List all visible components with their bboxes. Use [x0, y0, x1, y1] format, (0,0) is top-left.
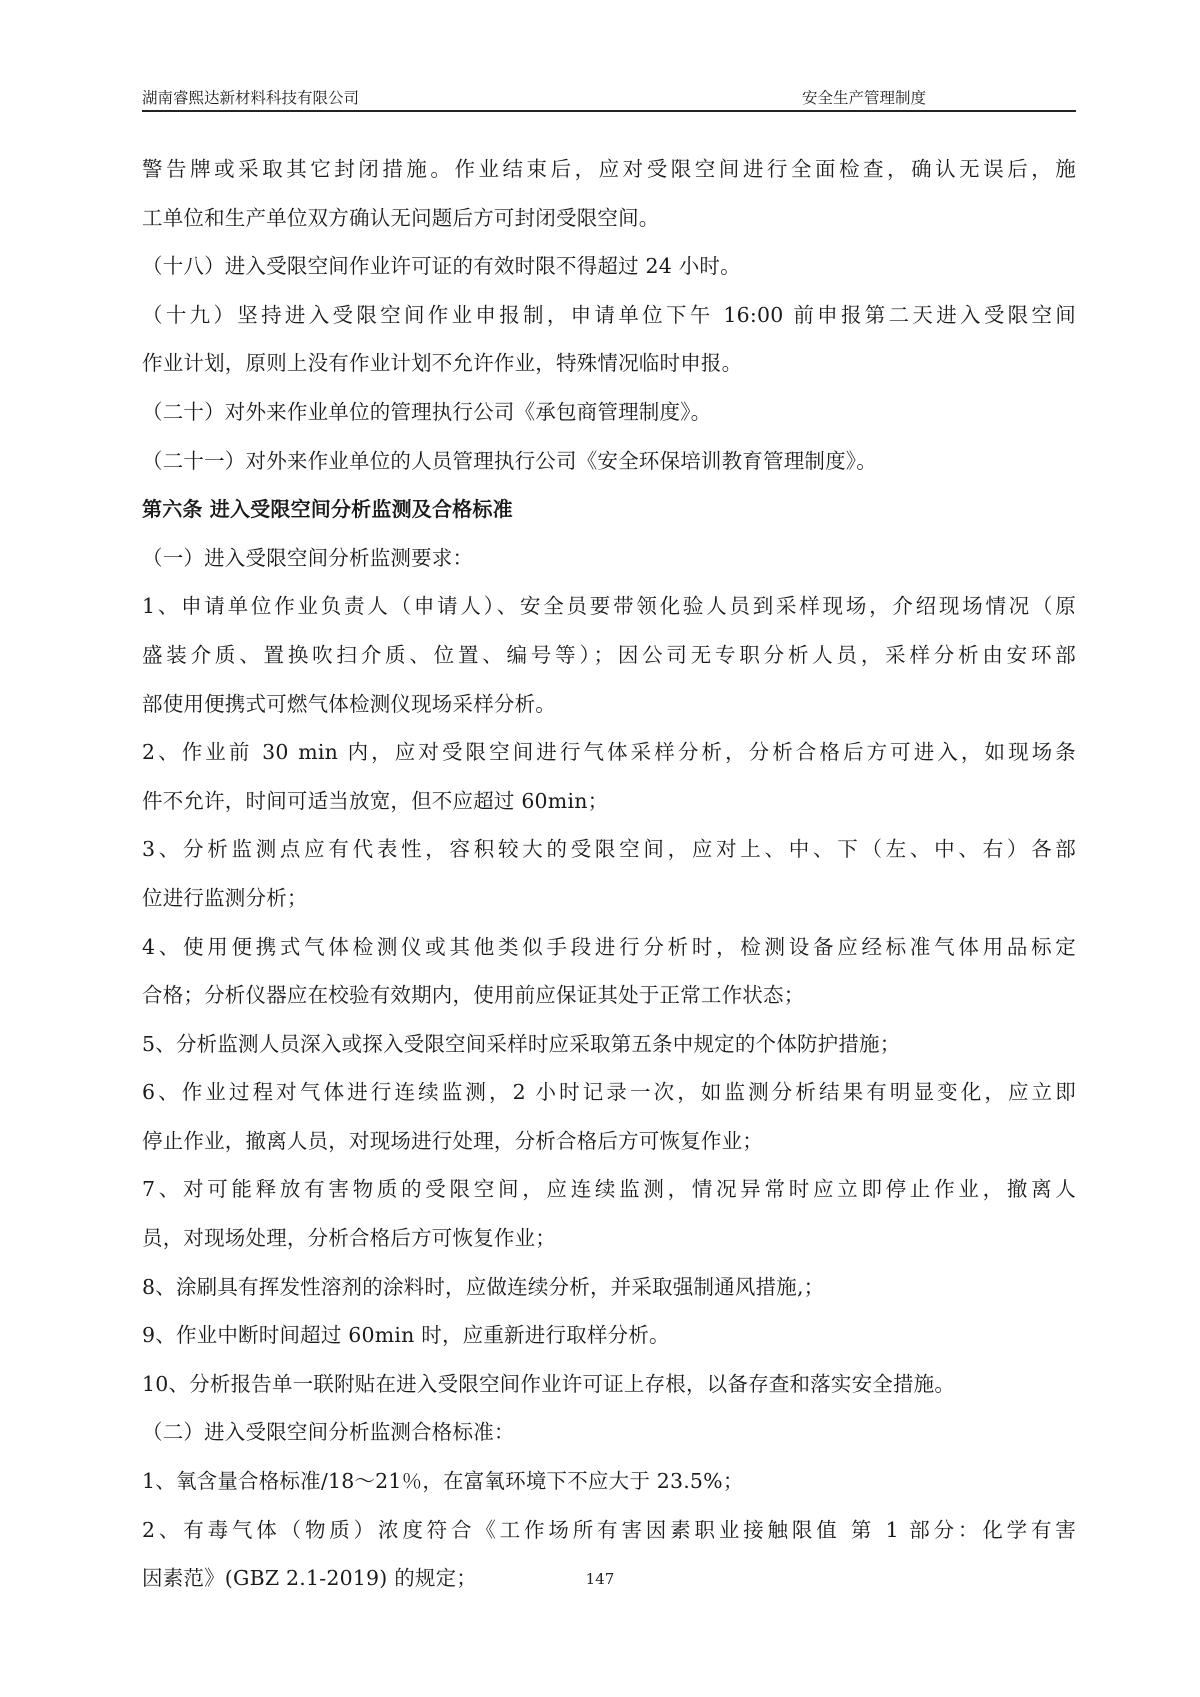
text-line: 5、分析监测人员深入或探入受限空间采样时应采取第五条中规定的个体防护措施； — [142, 1031, 901, 1056]
text-line: 2、作业前 30 min 内，应对受限空间进行气体采样分析，分析合格后方可进入，如现场条 — [142, 740, 1076, 765]
text-line: 8、涂刷具有挥发性溶剂的涂料时，应做连续分析，并采取强制通风措施,； — [142, 1274, 825, 1299]
text-line: 7、对可能释放有害物质的受限空间，应连续监测，情况异常时应立即停止作业，撤离人 — [142, 1177, 1076, 1202]
text-line: （一）进入受限空间分析监测要求： — [142, 545, 474, 570]
text-line: 6、作业过程对气体进行连续监测，2 小时记录一次，如监测分析结果有明显变化，应立即 — [142, 1080, 1076, 1105]
text-line: 工单位和生产单位双方确认无问题后方可封闭受限空间。 — [142, 205, 660, 230]
text-line: 4、使用便携式气体检测仪或其他类似手段进行分析时，检测设备应经标准气体用品标定 — [142, 934, 1076, 959]
text-line: 警告牌或采取其它封闭措施。作业结束后，应对受限空间进行全面检查，确认无误后，施 — [142, 157, 1076, 181]
text-line: 1、申请单位作业负责人（申请人）、安全员要带领化验人员到采样现场，介绍现场情况（原 — [142, 594, 1076, 619]
text-line: 9、作业中断时间超过 60min 时，应重新进行取样分析。 — [142, 1323, 670, 1348]
text-line: 合格；分析仪器应在校验有效期内，使用前应保证其处于正常工作状态； — [142, 983, 805, 1008]
text-line: 部使用便携式可燃气体检测仪现场采样分析。 — [142, 691, 556, 716]
text-line: 10、分析报告单一联附贴在进入受限空间作业许可证上存根，以备存查和落实安全措施。 — [142, 1371, 956, 1396]
text-line: 2、有毒气体（物质）浓度符合《工作场所有害因素职业接触限值 第 1 部分：化学有害 — [142, 1517, 1076, 1542]
text-line: 盛装介质、置换吹扫介质、位置、编号等）；因公司无专职分析人员，采样分析由安环部 — [142, 642, 1076, 667]
section-heading: 第六条 进入受限空间分析监测及合格标准 — [142, 497, 513, 522]
text-line: （二）进入受限空间分析监测合格标准： — [142, 1420, 515, 1445]
text-line: 员，对现场处理，分析合格后方可恢复作业； — [142, 1226, 556, 1251]
page-number: 147 — [585, 1570, 615, 1588]
text-line: 停止作业，撤离人员，对现场进行处理，分析合格后方可恢复作业； — [142, 1128, 763, 1153]
company-name: 湖南睿熙达新材料科技有限公司 — [142, 89, 360, 107]
document-body — [142, 145, 1076, 1603]
text-line: （十八）进入受限空间作业许可证的有效时限不得超过 24 小时。 — [142, 254, 741, 279]
text-line: 件不允许，时间可适当放宽，但不应超过 60min； — [142, 788, 609, 813]
text-line: 因素范》(GBZ 2.1-2019) 的规定； — [142, 1566, 478, 1591]
text-line: （二十一）对外来作业单位的人员管理执行公司《安全环保培训教育管理制度》。 — [142, 448, 877, 473]
text-line: 位进行监测分析； — [142, 885, 308, 910]
header-divider — [142, 110, 1076, 112]
text-line: 作业计划，原则上没有作业计划不允许作业，特殊情况临时申报。 — [142, 351, 743, 376]
text-line: （二十）对外来作业单位的管理执行公司《承包商管理制度》。 — [142, 399, 712, 424]
text-line: 1、氧含量合格标准/18～21％，在富氧环境下不应大于 23.5%； — [142, 1469, 744, 1494]
document-title: 安全生产管理制度 — [802, 89, 927, 107]
page-header — [142, 82, 1076, 110]
text-line: （十九）坚持进入受限空间作业申报制，申请单位下午 16:00 前申报第二天进入受限空间 — [142, 302, 1076, 327]
text-line: 3、分析监测点应有代表性，容积较大的受限空间，应对上、中、下（左、中、右）各部 — [142, 837, 1076, 862]
